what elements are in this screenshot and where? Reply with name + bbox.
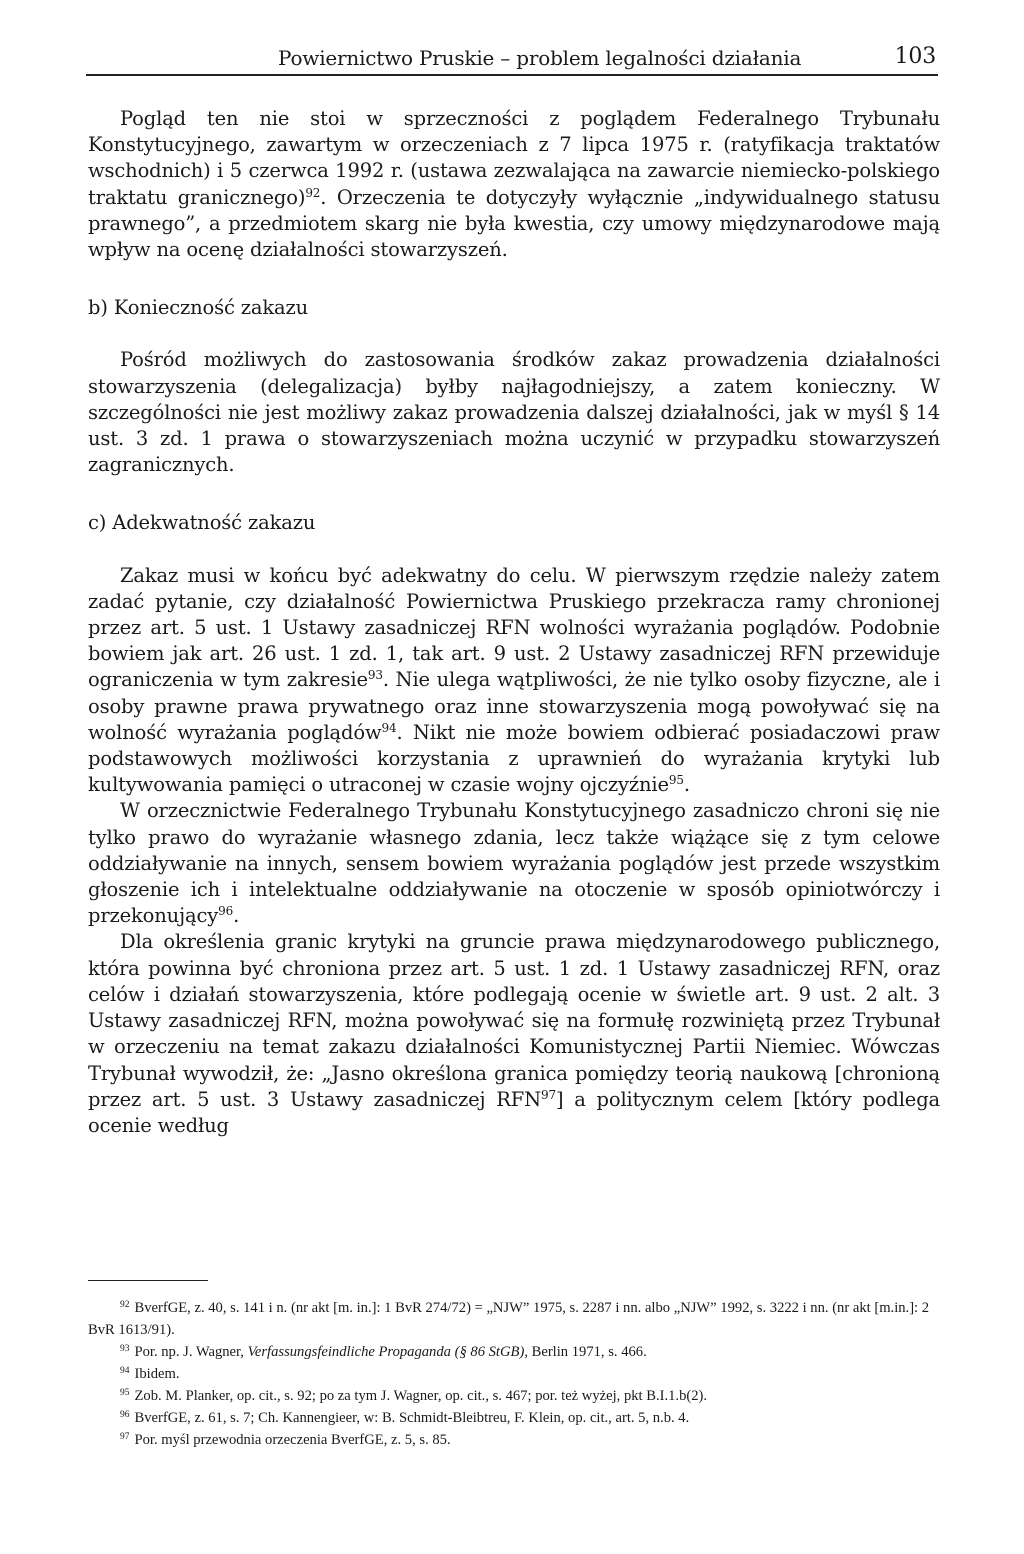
- footnote-number: 94: [120, 1366, 130, 1376]
- footnote-number: 96: [120, 1410, 130, 1420]
- footnote-book-title: Verfassungsfeindliche Propaganda (§ 86 StGB): [247, 1344, 525, 1360]
- footnote-rule: [88, 1280, 208, 1281]
- footnote-ref-95: 95: [668, 773, 684, 788]
- paragraph-1-text-b: . Orzeczenia te dotyczyły wyłącznie „indywidualnego statusu prawnego”, a przedmiotem skarg nie była kwestia, czy umowy międzynarodowe mają wpływ na ocenę działalności stowarzyszeń.: [88, 185, 940, 262]
- paragraph-3: [88, 563, 940, 799]
- footnote: [88, 1363, 940, 1385]
- footnote-number: 95: [120, 1388, 130, 1398]
- paragraph-3-text-a: Zakaz musi w końcu być adekwatny do celu. W pierwszym rzędzie należy zatem zadać pytanie, czy działalność Powiernictwa Pruskiego przekracza ramy chronionej przez art. 5 ust. 1 Ustawy zasadniczej RFN wolności wyrażania poglądów. Podobnie bowiem jak art. 26 ust. 1 zd. 1, tak art. 9 ust. 2 Ustawy zasadniczej RFN przewiduje ograniczenia w tym zakresie: [88, 563, 940, 692]
- footnote-text: Zob. M. Planker, op. cit., s. 92; po za tym J. Wagner, op. cit., s. 467; por. też wyżej, pkt B.I.1.b(2).: [134, 1388, 708, 1404]
- footnote: [88, 1385, 940, 1407]
- footnote-text: BverfGE, z. 40, s. 141 i n. (nr akt [m. in.]: 1 BvR 274/72) = „NJW” 1975, s. 2287 i nn. albo „NJW” 1992, s. 3222 i nn. (nr akt [m.in.]: 2 BvR 1613/91).: [88, 1300, 930, 1338]
- footnote-number: 92: [120, 1300, 130, 1310]
- footnote-ref-93: 93: [367, 668, 383, 683]
- paragraph-4: [88, 798, 940, 929]
- footnote-text: Por. myśl przewodnia orzeczenia BverfGE, z. 5, s. 85.: [134, 1432, 451, 1448]
- footnote-text: Por. np. J. Wagner,: [134, 1344, 248, 1360]
- paragraph-3-text-d: .: [683, 773, 690, 797]
- footnote: [88, 1429, 940, 1451]
- footnote-ref-97: 97: [541, 1087, 557, 1102]
- header-rule: [86, 74, 938, 76]
- paragraph-3-text-c: . Nikt nie może bowiem odbierać posiadaczowi praw podstawowych możliwości korzystania z uprawnień do wyrażania krytyki lub kultywowania pamięci o utraconej w czasie wojny ojczyźnie: [88, 720, 940, 797]
- paragraph-4-text-a: W orzecznictwie Federalnego Trybunału Konstytucyjnego zasadniczo chroni się nie tylko prawo do wyrażanie własnego zdania, lecz także wiążące się z tym celowe oddziaływanie na innych, sensem bowiem wyrażania poglądów jest przede wszystkim głoszenie ich i intelektualne oddziaływanie na otoczenie w sposób opiniotwórczy i przekonujący: [88, 799, 940, 928]
- paragraph-3-text-b: . Nie ulega wątpliwości, że nie tylko osoby fizyczne, ale i osoby prawne prawa prywatnego oraz inne stowarzyszenia mogą powoływać się na wolność wyrażania poglądów: [88, 668, 940, 744]
- footnote-number: 93: [120, 1344, 130, 1354]
- paragraph-1-text-a: Pogląd ten nie stoi w sprzeczności z poglądem Federalnego Trybunału Konstytucyjnego, zawartym w orzeczeniach z 7 lipca 1975 r. (ratyfikacja traktatów wschodnich) i 5 czerwca 1992 r. (ustawa zezwalająca na zawarcie niemiecko-polskiego traktatu granicznego): [88, 107, 940, 209]
- footnote: [88, 1341, 940, 1363]
- footnote: [88, 1297, 940, 1341]
- page-number: 103: [894, 44, 936, 69]
- paragraph-5: [88, 929, 940, 1139]
- paragraph-2: Pośród możliwych do zastosowania środków zakaz prowadzenia działalności stowarzyszenia (delegalizacja) byłby najłagodniejszy, a zatem konieczny. W szczególności nie jest możliwy zakaz prowadzenia dalszej działalności, jak w myśl § 14 ust. 3 zd. 1 prawa o stowarzyszeniach można uczynić w przypadku stowarzyszeń zagranicznych.: [88, 348, 940, 477]
- running-title: Powiernictwo Pruskie – problem legalności działania: [278, 46, 802, 70]
- footnote-text: BverfGE, z. 61, s. 7; Ch. Kannengieer, w: B. Schmidt-Bleibtreu, F. Klein, op. cit., art. 5, n.b. 4.: [134, 1410, 690, 1426]
- footnote: [88, 1407, 940, 1429]
- footnote-ref-96: 96: [218, 904, 234, 919]
- footnote-ref-92: 92: [305, 185, 321, 200]
- paragraph-5-text-a: Dla określenia granic krytyki na gruncie prawa międzynarodowego publicznego, która powinna być chroniona przez art. 5 ust. 1 zd. 1 Ustawy zasadniczej RFN, oraz celów i działań stowarzyszenia, które podlegają ocenie w świetle art. 9 ust. 2 alt. 3 Ustawy zasadniczej RFN, można powoływać się na formułę rozwiniętą przez Trybunał w orzeczeniu na temat zakazu działalności Komunistycznej Partii Niemiec. Wówczas Trybunał wywodził, że: „Jasno określona granica pomiędzy teorią naukową [chronioną przez art. 5 ust. 3 Ustawy zasadniczej RFN: [88, 930, 940, 1111]
- paragraph-1: [88, 106, 940, 263]
- footnote-ref-94: 94: [381, 720, 397, 735]
- footnotes: [88, 1297, 940, 1451]
- footnote-text: Ibidem.: [134, 1366, 180, 1382]
- running-header: [88, 44, 936, 74]
- paragraph-5-text-b: ] a politycznym celem [który podlega ocenie według: [88, 1087, 940, 1137]
- footnote-text: , Berlin 1971, s. 466.: [524, 1344, 647, 1360]
- subheading-b: b) Konieczność zakazu: [88, 296, 309, 320]
- paragraph-4-text-b: .: [233, 904, 240, 928]
- footnote-number: 97: [120, 1432, 130, 1442]
- body-text: [88, 106, 940, 1139]
- subheading-c: c) Adekwatność zakazu: [88, 511, 316, 535]
